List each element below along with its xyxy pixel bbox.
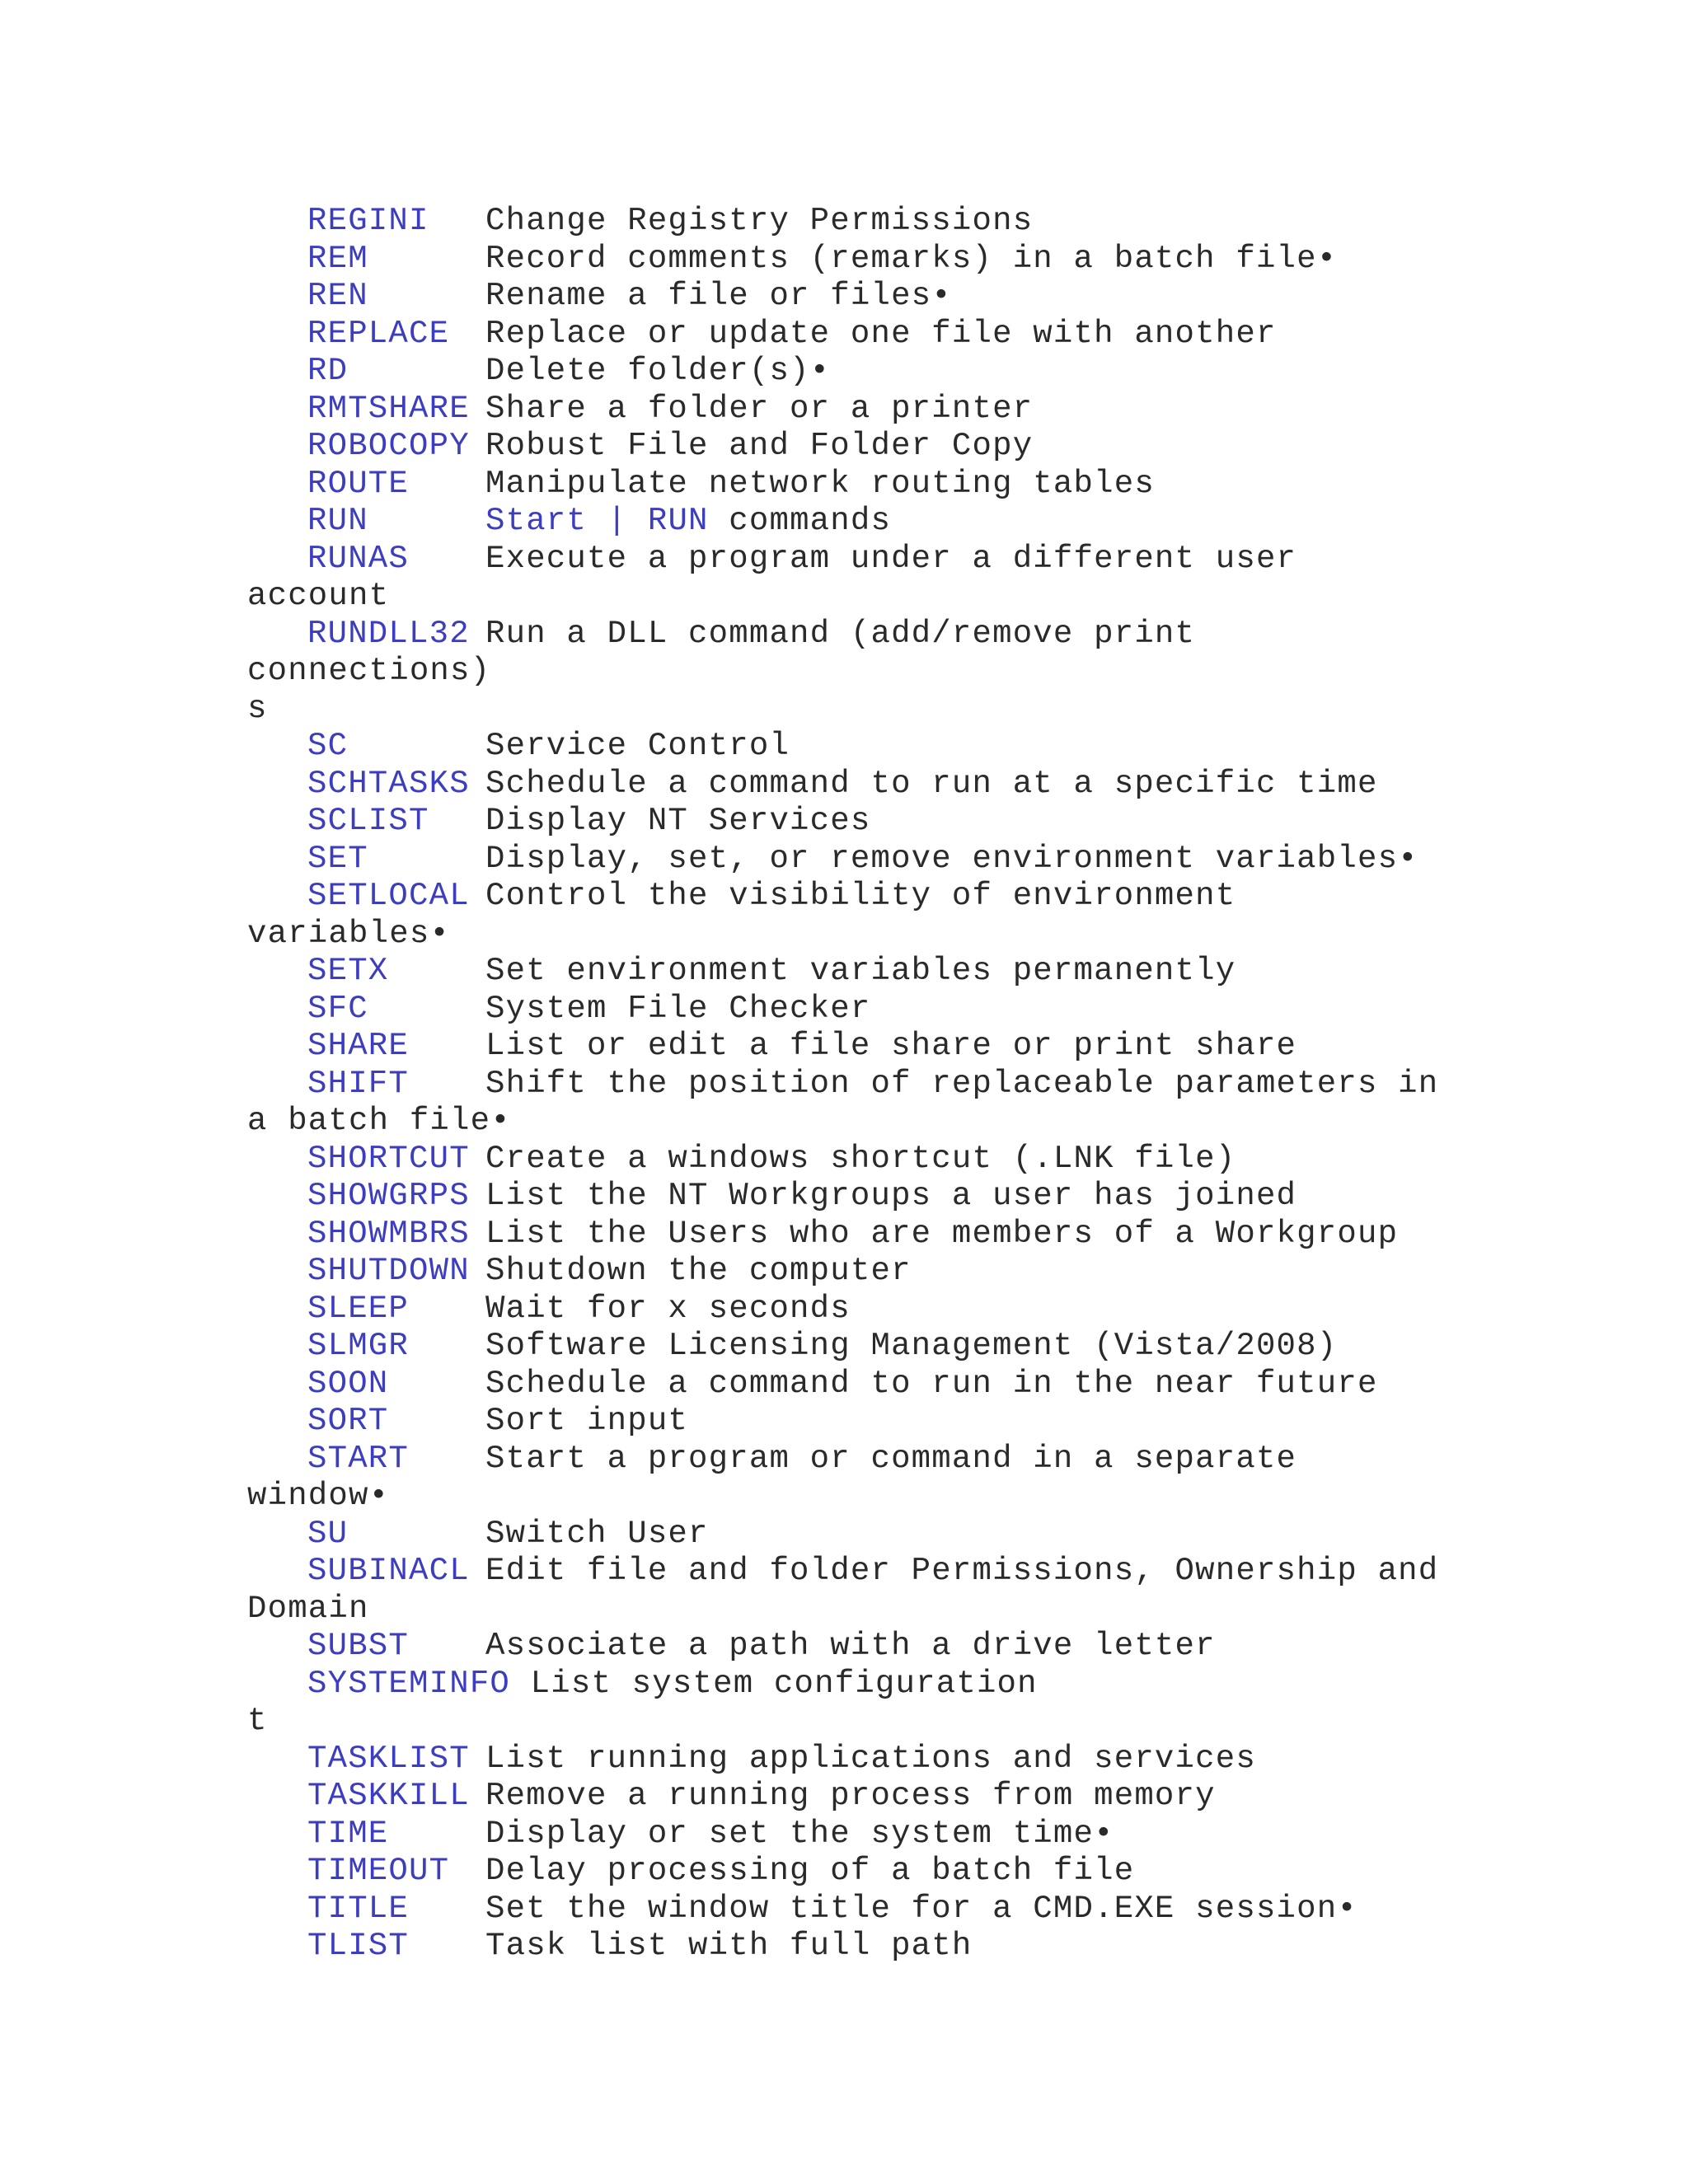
wrapped-text: connections) [247, 653, 491, 689]
command-description: Switch User [485, 1515, 709, 1552]
command-link[interactable]: SCHTASKS [307, 765, 470, 802]
command-entry [0, 616, 1688, 654]
command-entry [0, 1141, 1688, 1179]
command-description: Manipulate network routing tables [485, 465, 1155, 502]
command-entry [0, 841, 1688, 879]
wrapped-text: variables• [247, 915, 451, 952]
command-entry [0, 1028, 1688, 1066]
command-entry [0, 316, 1688, 354]
command-entry [0, 278, 1688, 316]
command-entry [0, 803, 1688, 841]
command-link[interactable]: RMTSHARE [307, 390, 470, 427]
command-description: List the Users who are members of a Workgroup [485, 1215, 1399, 1252]
command-entry [0, 503, 1688, 541]
command-description: Service Control [485, 728, 790, 764]
command-entry [0, 203, 1688, 241]
command-description: List system configuration [530, 1665, 1038, 1702]
command-link[interactable]: SUBINACL [307, 1553, 470, 1589]
command-description: Create a windows shortcut (.LNK file) [485, 1140, 1236, 1177]
command-link[interactable]: TLIST [307, 1928, 410, 1964]
command-description: Change Registry Permissions [485, 203, 1034, 239]
command-link[interactable]: RUNAS [307, 540, 410, 577]
wrapped-text: a batch file• [247, 1103, 511, 1139]
command-link[interactable]: REPLACE [307, 315, 450, 352]
command-description: Edit file and folder Permissions, Ownership and [485, 1553, 1439, 1589]
wrapped-line [0, 691, 1688, 729]
command-description: Set environment variables permanently [485, 953, 1236, 989]
command-description: Remove a running process from memory [485, 1778, 1216, 1814]
command-link[interactable]: TASKKILL [307, 1778, 470, 1814]
command-link[interactable]: START [307, 1440, 410, 1477]
command-description: List or edit a file share or print share [485, 1028, 1297, 1064]
command-description: List the NT Workgroups a user has joined [485, 1178, 1297, 1214]
wrapped-text: window• [247, 1478, 390, 1514]
command-description: Shutdown the computer [485, 1253, 912, 1289]
command-link[interactable]: REN [307, 278, 368, 314]
wrapped-line [0, 1103, 1688, 1141]
command-entry [0, 428, 1688, 466]
command-entry [0, 1366, 1688, 1404]
command-link[interactable]: RUNDLL32 [307, 615, 470, 652]
command-entry [0, 1216, 1688, 1254]
command-description: Record comments (remarks) in a batch file• [485, 240, 1338, 277]
command-link[interactable]: SHORTCUT [307, 1140, 470, 1177]
wrapped-text: account [247, 578, 390, 614]
command-description: Control the visibility of environment [485, 878, 1236, 914]
command-description: Delete folder(s)• [485, 353, 831, 389]
command-link[interactable]: SLMGR [307, 1328, 410, 1364]
command-entry [0, 466, 1688, 504]
command-link[interactable]: TIMEOUT [307, 1853, 450, 1889]
command-link[interactable]: SHOWGRPS [307, 1178, 470, 1214]
command-entry [0, 1066, 1688, 1104]
command-description: Schedule a command to run at a specific time [485, 765, 1378, 802]
command-description: Share a folder or a printer [485, 390, 1034, 427]
command-link[interactable]: TASKLIST [307, 1740, 470, 1777]
wrapped-text: s [247, 690, 268, 727]
command-entry [0, 541, 1688, 579]
command-description: Run a DLL command (add/remove print [485, 615, 1196, 652]
command-link[interactable]: SET [307, 840, 368, 877]
command-description: Display NT Services [485, 803, 871, 839]
command-description: Task list with full path [485, 1928, 973, 1964]
command-entry [0, 1928, 1688, 1966]
wrapped-line [0, 653, 1688, 691]
command-link[interactable]: SHUTDOWN [307, 1253, 470, 1289]
wrapped-line [0, 1703, 1688, 1741]
command-description: Shift the position of replaceable parameters in [485, 1065, 1439, 1102]
command-entry [0, 1178, 1688, 1216]
command-description: Display or set the system time• [485, 1815, 1114, 1852]
command-entry [0, 391, 1688, 429]
command-entry [0, 878, 1688, 916]
command-description: Display, set, or remove environment variables• [485, 840, 1418, 877]
command-entry [0, 1741, 1688, 1779]
command-entry [0, 1291, 1688, 1329]
command-entry [0, 1853, 1688, 1891]
command-description: commands [708, 503, 892, 539]
command-reference-page [0, 203, 1688, 1966]
command-link[interactable]: SYSTEMINFO [307, 1665, 511, 1702]
command-entry [0, 353, 1688, 391]
command-entry [0, 766, 1688, 804]
command-description: Associate a path with a drive letter [485, 1628, 1216, 1664]
command-entry [0, 1516, 1688, 1554]
command-link[interactable]: SUBST [307, 1628, 410, 1664]
wrapped-line [0, 916, 1688, 954]
command-entry [0, 1553, 1688, 1591]
command-entry [0, 1778, 1688, 1816]
command-link[interactable]: SETX [307, 953, 389, 989]
command-link[interactable]: SFC [307, 990, 368, 1027]
command-description: System File Checker [485, 990, 871, 1027]
wrapped-line [0, 578, 1688, 616]
command-link[interactable]: SLEEP [307, 1290, 410, 1327]
run-link[interactable]: RUN [647, 503, 709, 539]
command-description: Set the window title for a CMD.EXE session• [485, 1890, 1357, 1927]
command-description: Replace or update one file with another [485, 315, 1277, 352]
command-description: Delay processing of a batch file [485, 1853, 1135, 1889]
command-link[interactable]: SORT [307, 1403, 389, 1439]
command-link[interactable]: SHARE [307, 1028, 410, 1064]
command-entry [0, 1891, 1688, 1929]
command-description: Start a program or command in a separate [485, 1440, 1297, 1477]
command-description: Schedule a command to run in the near future [485, 1365, 1378, 1402]
command-entry [0, 1666, 1688, 1704]
command-description: Wait for x seconds [485, 1290, 851, 1327]
command-description: List running applications and services [485, 1740, 1256, 1777]
command-link[interactable]: SU [307, 1515, 349, 1552]
command-link[interactable]: REM [307, 240, 368, 277]
link-separator: | [587, 503, 648, 539]
command-link[interactable]: SCLIST [307, 803, 429, 839]
command-link[interactable]: TIME [307, 1815, 389, 1852]
command-link[interactable]: ROUTE [307, 465, 410, 502]
command-entry [0, 728, 1688, 766]
command-entry [0, 1816, 1688, 1854]
command-entry [0, 953, 1688, 991]
command-link[interactable]: SHOWMBRS [307, 1215, 470, 1252]
command-entry [0, 1253, 1688, 1291]
wrapped-line [0, 1478, 1688, 1516]
start-link[interactable]: Start [485, 503, 588, 539]
command-entry [0, 1403, 1688, 1441]
command-link[interactable]: SHIFT [307, 1065, 410, 1102]
command-link[interactable]: SOON [307, 1365, 389, 1402]
command-link[interactable]: ROBOCOPY [307, 428, 470, 464]
command-entry [0, 1628, 1688, 1666]
command-description: Software Licensing Management (Vista/2008) [485, 1328, 1338, 1364]
command-link[interactable]: SETLOCAL [307, 878, 470, 914]
command-entry [0, 1328, 1688, 1366]
command-entry [0, 1441, 1688, 1479]
command-link[interactable]: TITLE [307, 1890, 410, 1927]
wrapped-text: t [247, 1703, 268, 1739]
wrapped-line [0, 1591, 1688, 1629]
command-description: Sort input [485, 1403, 689, 1439]
command-entry [0, 991, 1688, 1029]
wrapped-text: Domain [247, 1590, 369, 1627]
command-entry [0, 241, 1688, 279]
command-link[interactable]: SC [307, 728, 349, 764]
command-link[interactable]: RD [307, 353, 349, 389]
command-description: Execute a program under a different user [485, 540, 1297, 577]
command-description: Robust File and Folder Copy [485, 428, 1034, 464]
command-link[interactable]: REGINI [307, 203, 429, 239]
command-link[interactable]: RUN [307, 503, 368, 539]
command-description: Rename a file or files• [485, 278, 952, 314]
